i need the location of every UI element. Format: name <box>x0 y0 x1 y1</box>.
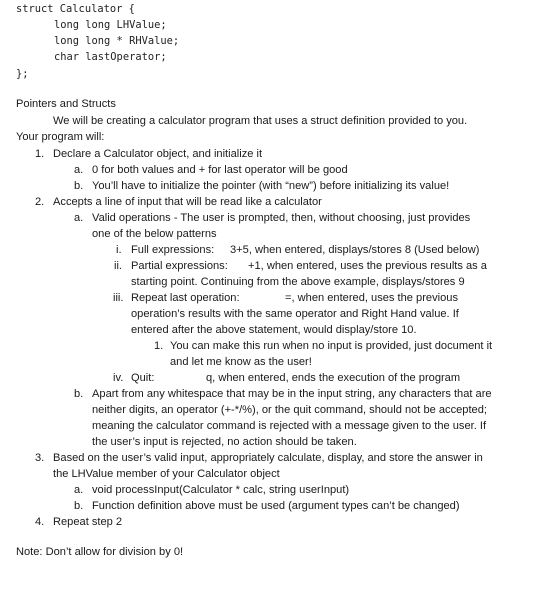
step-2a-iii-text-line1: =, when entered, uses the previous <box>285 292 458 304</box>
step-4-number: 4. <box>35 516 45 528</box>
step-1b-text: You’ll have to initialize the pointer (with “new”) before initializing its value! <box>92 180 450 192</box>
step-3b-text: Function definition above must be used (argument types can’t be changed) <box>92 500 460 512</box>
step-2b-text-line4: the user’s input is rejected, no action should be taken. <box>92 436 357 448</box>
code-line-struct: struct Calculator { <box>16 3 135 15</box>
step-1-text: Declare a Calculator object, and initialize it <box>53 148 263 160</box>
step-3-text-line2: the LHValue member of your Calculator object <box>53 468 280 480</box>
step-2a-iv-numeral: iv. <box>113 372 124 384</box>
step-1-number: 1. <box>35 148 45 160</box>
step-2b-text-line3: meaning the calculator command is rejected with a message given to the user. If <box>92 420 487 432</box>
intro-text: We will be creating a calculator program that uses a struct definition provided to you. <box>53 115 468 127</box>
code-line-close: }; <box>16 68 29 80</box>
section-heading: Pointers and Structs <box>16 98 116 110</box>
step-3-text-line1: Based on the user’s valid input, appropriately calculate, display, and store the answer in <box>53 452 483 464</box>
step-2a-iii-text-line2: operation’s results with the same operator and Right Hand value. If <box>131 308 459 320</box>
step-2a-ii-text-line1: +1, when entered, uses the previous results as a <box>248 260 487 272</box>
step-3a-text: void processInput(Calculator * calc, string userInput) <box>92 484 350 496</box>
step-2a-i-text: 3+5, when entered, displays/stores 8 (Used below) <box>230 244 480 256</box>
step-2b-letter: b. <box>74 388 84 400</box>
step-2a-iii-text-line3: entered after the above statement, would display/store 10. <box>131 324 417 336</box>
step-2a-iv-label: Quit: <box>131 372 155 384</box>
step-4-text: Repeat step 2 <box>53 516 123 528</box>
step-2b-text-line1: Apart from any whitespace that may be in the input string, any characters that are <box>92 388 492 400</box>
step-3a-letter: a. <box>74 484 84 496</box>
step-2a-iii-1-number: 1. <box>154 340 164 352</box>
code-line-lhvalue: long long LHValue; <box>54 19 167 31</box>
step-2a-ii-text-line2: starting point. Continuing from the above example, displays/stores 9 <box>131 276 465 288</box>
step-3-number: 3. <box>35 452 45 464</box>
step-3b-letter: b. <box>74 500 84 512</box>
step-2a-letter: a. <box>74 212 84 224</box>
step-2a-ii-numeral: ii. <box>114 260 123 272</box>
step-1a-text: 0 for both values and + for last operator will be good <box>92 164 348 176</box>
step-2a-text-line2: one of the below patterns <box>92 228 217 240</box>
step-2a-i-label: Full expressions: <box>131 244 215 256</box>
code-line-rhvalue: long long * RHValue; <box>54 35 180 47</box>
program-will-text: Your program will: <box>16 131 105 143</box>
step-2a-iii-numeral: iii. <box>113 292 124 304</box>
step-2a-text-line1: Valid operations - The user is prompted, then, without choosing, just provides <box>92 212 471 224</box>
step-2a-iii-1-text-line1: You can make this run when no input is provided, just document it <box>170 340 493 352</box>
division-note: Note: Don’t allow for division by 0! <box>16 546 184 558</box>
step-2a-iv-text: q, when entered, ends the execution of the program <box>206 372 461 384</box>
step-2b-text-line2: neither digits, an operator (+-*/%), or the quit command, should not be accepted; <box>92 404 487 416</box>
step-2-number: 2. <box>35 196 45 208</box>
step-2a-ii-label: Partial expressions: <box>131 260 228 272</box>
step-1b-letter: b. <box>74 180 84 192</box>
step-2a-iii-label: Repeat last operation: <box>131 292 240 304</box>
step-2a-iii-1-text-line2: and let me know as the user! <box>170 356 312 368</box>
step-2a-i-numeral: i. <box>116 244 122 256</box>
step-1a-letter: a. <box>74 164 84 176</box>
code-line-lastoperator: char lastOperator; <box>54 51 167 63</box>
step-2-text: Accepts a line of input that will be read like a calculator <box>53 196 322 208</box>
